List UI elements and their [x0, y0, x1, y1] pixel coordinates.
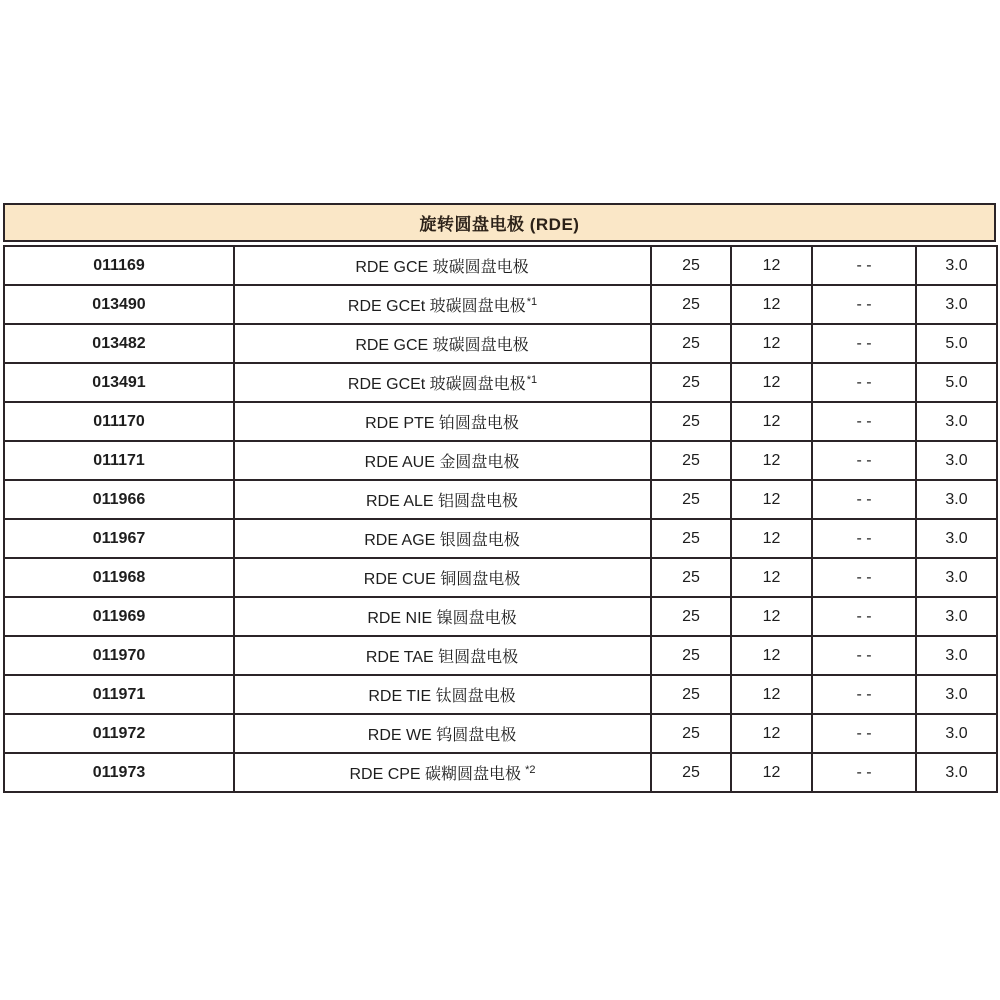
table-row — [4, 402, 997, 441]
value-cell-length: 12 — [731, 363, 812, 402]
value-cell-disk: 3.0 — [916, 246, 997, 285]
product-description: RDE ALE 铝圆盘电极 — [365, 493, 519, 510]
value-cell-dash: - - — [812, 753, 916, 792]
value-cell-diameter: 25 — [651, 246, 731, 285]
value-cell-length: 12 — [731, 480, 812, 519]
product-description: RDE GCE 玻碳圆盘电极 — [355, 259, 529, 276]
product-description: RDE AGE 银圆盘电极 — [364, 532, 520, 549]
product-description: RDE GCE 玻碳圆盘电极 — [355, 337, 529, 354]
product-description: RDE TIE 钛圆盘电极 — [368, 688, 516, 705]
product-description-cell — [234, 597, 651, 636]
table-title: 旋转圆盘电极 (RDE) — [419, 215, 580, 234]
table-row — [4, 714, 997, 753]
table-row — [4, 285, 997, 324]
value-cell-diameter: 25 — [651, 753, 731, 792]
table-row — [4, 675, 997, 714]
value-cell-length: 12 — [731, 519, 812, 558]
product-description: RDE GCEt 玻碳圆盘电极 — [347, 376, 526, 393]
product-description: RDE CPE 碳糊圆盘电极 — [349, 766, 522, 783]
product-description-cell — [234, 519, 651, 558]
value-cell-disk: 3.0 — [916, 753, 997, 792]
value-cell-disk: 3.0 — [916, 480, 997, 519]
value-cell-diameter: 25 — [651, 441, 731, 480]
product-description-cell — [234, 285, 651, 324]
value-cell-dash: - - — [812, 675, 916, 714]
footnote-marker: *1 — [526, 373, 538, 386]
product-description: RDE GCEt 玻碳圆盘电极 — [347, 298, 526, 315]
product-table — [3, 245, 998, 793]
value-cell-dash: - - — [812, 363, 916, 402]
value-cell-length: 12 — [731, 675, 812, 714]
value-cell-diameter: 25 — [651, 636, 731, 675]
value-cell-disk: 3.0 — [916, 636, 997, 675]
product-description: RDE PTE 铂圆盘电极 — [365, 415, 519, 432]
value-cell-diameter: 25 — [651, 285, 731, 324]
product-description-cell — [234, 480, 651, 519]
product-code-cell: 011967 — [4, 519, 234, 558]
table-row — [4, 558, 997, 597]
product-code-cell: 011970 — [4, 636, 234, 675]
table-row — [4, 519, 997, 558]
table-row — [4, 636, 997, 675]
product-code-cell: 011971 — [4, 675, 234, 714]
value-cell-length: 12 — [731, 597, 812, 636]
value-cell-dash: - - — [812, 246, 916, 285]
product-description-cell — [234, 246, 651, 285]
value-cell-dash: - - — [812, 597, 916, 636]
value-cell-disk: 3.0 — [916, 675, 997, 714]
product-description-cell — [234, 324, 651, 363]
product-description-cell — [234, 363, 651, 402]
value-cell-dash: - - — [812, 402, 916, 441]
value-cell-length: 12 — [731, 753, 812, 792]
value-cell-diameter: 25 — [651, 714, 731, 753]
product-description-cell — [234, 558, 651, 597]
table-row — [4, 480, 997, 519]
product-code-cell: 013482 — [4, 324, 234, 363]
table-row — [4, 753, 997, 792]
footnote-marker: *1 — [526, 295, 538, 308]
product-code-cell: 011972 — [4, 714, 234, 753]
product-code-cell: 011169 — [4, 246, 234, 285]
rde-catalog-table-section — [3, 203, 996, 793]
product-description: RDE WE 钨圆盘电极 — [367, 727, 517, 744]
product-description-cell — [234, 402, 651, 441]
product-code-cell: 011171 — [4, 441, 234, 480]
value-cell-dash: - - — [812, 558, 916, 597]
table-row — [4, 597, 997, 636]
value-cell-disk: 3.0 — [916, 441, 997, 480]
product-code-cell: 011973 — [4, 753, 234, 792]
product-code-cell: 011969 — [4, 597, 234, 636]
product-description-cell — [234, 753, 651, 792]
value-cell-diameter: 25 — [651, 402, 731, 441]
footnote-marker: *2 — [522, 763, 536, 776]
value-cell-length: 12 — [731, 558, 812, 597]
value-cell-dash: - - — [812, 636, 916, 675]
product-description-cell — [234, 441, 651, 480]
value-cell-disk: 3.0 — [916, 558, 997, 597]
value-cell-length: 12 — [731, 714, 812, 753]
table-title-bar — [3, 203, 996, 242]
value-cell-dash: - - — [812, 324, 916, 363]
table-row — [4, 441, 997, 480]
product-code-cell: 011966 — [4, 480, 234, 519]
value-cell-diameter: 25 — [651, 558, 731, 597]
value-cell-dash: - - — [812, 441, 916, 480]
value-cell-disk: 3.0 — [916, 402, 997, 441]
value-cell-disk: 5.0 — [916, 363, 997, 402]
product-description: RDE TAE 钽圆盘电极 — [365, 649, 519, 666]
product-code-cell: 011170 — [4, 402, 234, 441]
value-cell-length: 12 — [731, 324, 812, 363]
table-row — [4, 246, 997, 285]
value-cell-length: 12 — [731, 246, 812, 285]
value-cell-dash: - - — [812, 285, 916, 324]
value-cell-diameter: 25 — [651, 324, 731, 363]
value-cell-diameter: 25 — [651, 597, 731, 636]
product-description: RDE AUE 金圆盘电极 — [364, 454, 520, 471]
value-cell-disk: 3.0 — [916, 519, 997, 558]
product-description: RDE NIE 镍圆盘电极 — [367, 610, 517, 627]
value-cell-diameter: 25 — [651, 519, 731, 558]
table-row — [4, 324, 997, 363]
value-cell-length: 12 — [731, 285, 812, 324]
product-description-cell — [234, 675, 651, 714]
value-cell-disk: 3.0 — [916, 285, 997, 324]
value-cell-length: 12 — [731, 636, 812, 675]
table-row — [4, 363, 997, 402]
value-cell-diameter: 25 — [651, 675, 731, 714]
value-cell-dash: - - — [812, 480, 916, 519]
product-description-cell — [234, 714, 651, 753]
value-cell-dash: - - — [812, 714, 916, 753]
product-code-cell: 013490 — [4, 285, 234, 324]
value-cell-disk: 3.0 — [916, 597, 997, 636]
product-code-cell: 013491 — [4, 363, 234, 402]
table-body — [4, 246, 997, 792]
value-cell-dash: - - — [812, 519, 916, 558]
value-cell-diameter: 25 — [651, 480, 731, 519]
value-cell-diameter: 25 — [651, 363, 731, 402]
value-cell-length: 12 — [731, 402, 812, 441]
product-description-cell — [234, 636, 651, 675]
value-cell-length: 12 — [731, 441, 812, 480]
product-description: RDE CUE 铜圆盘电极 — [363, 571, 521, 588]
value-cell-disk: 5.0 — [916, 324, 997, 363]
value-cell-disk: 3.0 — [916, 714, 997, 753]
product-code-cell: 011968 — [4, 558, 234, 597]
